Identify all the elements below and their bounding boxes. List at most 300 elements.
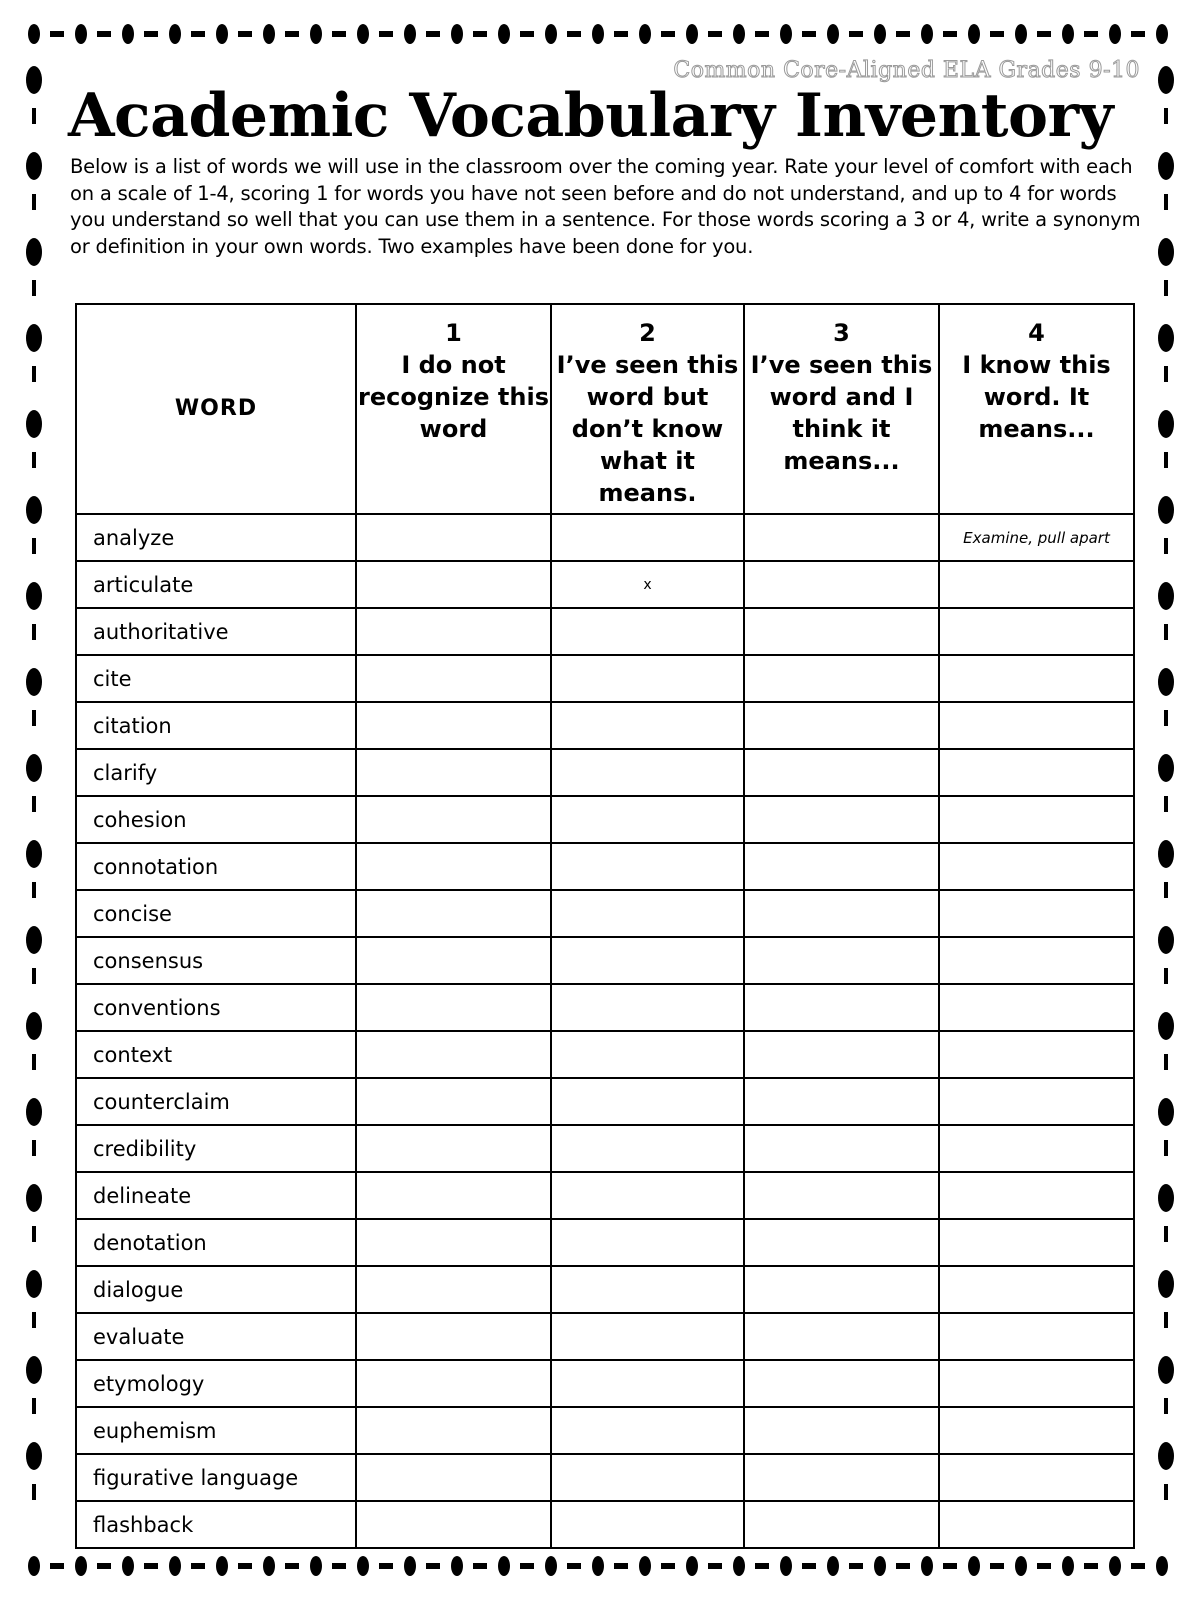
border-dot bbox=[285, 31, 299, 37]
border-dot bbox=[943, 1563, 957, 1569]
rating-1-cell[interactable] bbox=[356, 749, 551, 796]
rating-3-cell[interactable] bbox=[744, 1266, 939, 1313]
rating-3-cell[interactable] bbox=[744, 514, 939, 561]
border-dot bbox=[1015, 1556, 1027, 1576]
border-dot bbox=[26, 668, 42, 696]
border-dot bbox=[285, 1563, 299, 1569]
border-dot bbox=[26, 1098, 42, 1126]
rating-4-cell[interactable] bbox=[939, 1360, 1134, 1407]
rating-2-cell[interactable] bbox=[551, 1407, 744, 1454]
word-cell: cite bbox=[76, 655, 356, 702]
border-dot bbox=[263, 1556, 275, 1576]
rating-1-cell[interactable] bbox=[356, 1313, 551, 1360]
column-header-4 bbox=[939, 304, 1134, 514]
border-dot bbox=[1037, 31, 1051, 37]
border-dot bbox=[32, 452, 36, 468]
border-dot bbox=[1062, 1556, 1074, 1576]
word-cell: connotation bbox=[76, 843, 356, 890]
rating-2-cell[interactable] bbox=[551, 984, 744, 1031]
border-dot bbox=[968, 24, 980, 44]
border-dot bbox=[75, 24, 87, 44]
rating-2-cell[interactable] bbox=[551, 890, 744, 937]
rating-2-cell[interactable] bbox=[551, 1501, 744, 1548]
border-dot bbox=[26, 1270, 42, 1298]
border-dot bbox=[1158, 840, 1174, 868]
rating-2-cell[interactable] bbox=[551, 937, 744, 984]
rating-3-cell[interactable] bbox=[744, 937, 939, 984]
border-dot bbox=[404, 1556, 416, 1576]
border-dot bbox=[473, 1563, 487, 1569]
border-dot bbox=[1156, 24, 1168, 44]
rating-1-cell[interactable] bbox=[356, 984, 551, 1031]
border-dot bbox=[1158, 926, 1174, 954]
column-header-number: 1 bbox=[445, 319, 462, 347]
border-dot bbox=[32, 1226, 36, 1242]
column-header-label: WORD bbox=[174, 396, 258, 421]
border-dot bbox=[26, 410, 42, 438]
border-dot bbox=[661, 31, 675, 37]
border-dot bbox=[1164, 1398, 1168, 1414]
rating-3-cell[interactable] bbox=[744, 1172, 939, 1219]
border-dot bbox=[357, 1556, 369, 1576]
border-dot bbox=[32, 624, 36, 640]
border-dot bbox=[32, 1054, 36, 1070]
rating-4-cell[interactable] bbox=[939, 843, 1134, 890]
table-row bbox=[76, 890, 1134, 937]
border-dot bbox=[943, 31, 957, 37]
word-cell: citation bbox=[76, 702, 356, 749]
border-dot bbox=[26, 152, 42, 180]
border-dot bbox=[216, 1556, 228, 1576]
rating-4-cell[interactable] bbox=[939, 1313, 1134, 1360]
rating-2-cell[interactable] bbox=[551, 1360, 744, 1407]
table-row bbox=[76, 655, 1134, 702]
border-dot bbox=[216, 24, 228, 44]
border-dot bbox=[1164, 1226, 1168, 1242]
rating-3-cell[interactable] bbox=[744, 1219, 939, 1266]
border-dot bbox=[849, 1563, 863, 1569]
border-dot bbox=[1164, 366, 1168, 382]
border-dot bbox=[1164, 1312, 1168, 1328]
border-dot bbox=[32, 1398, 36, 1414]
border-dot bbox=[1084, 31, 1098, 37]
rating-4-cell[interactable] bbox=[939, 1031, 1134, 1078]
rating-3-cell[interactable] bbox=[744, 1501, 939, 1548]
border-dot bbox=[1158, 1356, 1174, 1384]
border-dot bbox=[97, 31, 111, 37]
border-dot bbox=[28, 24, 40, 44]
rating-4-cell[interactable] bbox=[939, 984, 1134, 1031]
rating-2-cell[interactable] bbox=[551, 1172, 744, 1219]
word-cell: euphemism bbox=[76, 1407, 356, 1454]
word-cell: counterclaim bbox=[76, 1078, 356, 1125]
border-dot bbox=[1158, 1442, 1174, 1470]
word-cell: flashback bbox=[76, 1501, 356, 1548]
rating-4-cell[interactable] bbox=[939, 702, 1134, 749]
rating-1-cell[interactable] bbox=[356, 608, 551, 655]
table-row bbox=[76, 984, 1134, 1031]
border-dot bbox=[26, 754, 42, 782]
rating-1-cell[interactable] bbox=[356, 561, 551, 608]
border-dot bbox=[26, 324, 42, 352]
rating-3-cell[interactable] bbox=[744, 608, 939, 655]
rating-3-cell[interactable] bbox=[744, 702, 939, 749]
border-dot bbox=[169, 1556, 181, 1576]
border-dot bbox=[520, 31, 534, 37]
rating-3-cell[interactable] bbox=[744, 749, 939, 796]
rating-2-cell[interactable] bbox=[551, 843, 744, 890]
rating-4-cell[interactable] bbox=[939, 1078, 1134, 1125]
word-cell: articulate bbox=[76, 561, 356, 608]
border-dot bbox=[1158, 496, 1174, 524]
border-dot bbox=[26, 582, 42, 610]
border-dot bbox=[1164, 1140, 1168, 1156]
rating-1-cell[interactable] bbox=[356, 514, 551, 561]
rating-1-cell[interactable] bbox=[356, 702, 551, 749]
border-dot bbox=[451, 1556, 463, 1576]
border-dot bbox=[1131, 31, 1145, 37]
border-dot bbox=[144, 31, 158, 37]
table-row bbox=[76, 1172, 1134, 1219]
border-dot bbox=[451, 24, 463, 44]
rating-2-cell[interactable] bbox=[551, 514, 744, 561]
border-dot bbox=[310, 1556, 322, 1576]
table-row bbox=[76, 514, 1134, 561]
rating-1-cell[interactable] bbox=[356, 1078, 551, 1125]
border-dot bbox=[332, 31, 346, 37]
border-dot bbox=[827, 1556, 839, 1576]
border-dot bbox=[32, 1484, 36, 1500]
rating-3-cell[interactable] bbox=[744, 1078, 939, 1125]
rating-1-cell[interactable] bbox=[356, 1031, 551, 1078]
column-header-2 bbox=[551, 304, 744, 514]
border-dot bbox=[1164, 968, 1168, 984]
table-header-row bbox=[76, 304, 1134, 514]
border-dot bbox=[896, 1563, 910, 1569]
rating-1-cell[interactable] bbox=[356, 1360, 551, 1407]
border-dot bbox=[332, 1563, 346, 1569]
word-cell: conventions bbox=[76, 984, 356, 1031]
border-dot bbox=[1158, 66, 1174, 94]
rating-1-cell[interactable] bbox=[356, 937, 551, 984]
word-cell: authoritative bbox=[76, 608, 356, 655]
border-dot bbox=[874, 24, 886, 44]
rating-3-cell[interactable] bbox=[744, 655, 939, 702]
table-row bbox=[76, 1454, 1134, 1501]
border-dot bbox=[75, 1556, 87, 1576]
border-dot bbox=[1109, 24, 1121, 44]
border-dot bbox=[32, 280, 36, 296]
rating-3-cell[interactable] bbox=[744, 796, 939, 843]
border-dot bbox=[921, 1556, 933, 1576]
word-cell: etymology bbox=[76, 1360, 356, 1407]
column-header-label: I do not recognize this word bbox=[358, 351, 549, 443]
border-dot bbox=[473, 31, 487, 37]
border-dot bbox=[191, 1563, 205, 1569]
word-cell: clarify bbox=[76, 749, 356, 796]
border-dot bbox=[379, 1563, 393, 1569]
rating-1-cell[interactable] bbox=[356, 1407, 551, 1454]
border-dot bbox=[849, 31, 863, 37]
border-dot bbox=[28, 1556, 40, 1576]
border-dot bbox=[50, 31, 64, 37]
rating-3-cell[interactable] bbox=[744, 843, 939, 890]
border-dot bbox=[426, 31, 440, 37]
border-dot bbox=[1158, 1012, 1174, 1040]
border-dot bbox=[310, 24, 322, 44]
rating-1-cell[interactable] bbox=[356, 1454, 551, 1501]
rating-1-cell[interactable] bbox=[356, 890, 551, 937]
border-dot bbox=[498, 24, 510, 44]
column-header-label: I’ve seen this word but don’t know what it means. bbox=[556, 351, 739, 507]
border-dot bbox=[686, 24, 698, 44]
border-dot bbox=[32, 882, 36, 898]
rating-4-cell[interactable] bbox=[939, 1454, 1134, 1501]
page-title: Academic Vocabulary Inventory bbox=[68, 81, 1113, 151]
word-cell: context bbox=[76, 1031, 356, 1078]
rating-4-cell[interactable] bbox=[939, 655, 1134, 702]
rating-2-cell[interactable] bbox=[551, 702, 744, 749]
rating-3-cell[interactable] bbox=[744, 984, 939, 1031]
word-cell: consensus bbox=[76, 937, 356, 984]
border-dot bbox=[1015, 24, 1027, 44]
border-dot bbox=[379, 31, 393, 37]
rating-4-cell[interactable] bbox=[939, 890, 1134, 937]
word-cell: delineate bbox=[76, 1172, 356, 1219]
column-header-label: I know this word. It means... bbox=[962, 351, 1111, 443]
rating-3-cell[interactable] bbox=[744, 1125, 939, 1172]
border-dot bbox=[708, 31, 722, 37]
border-dot bbox=[1158, 582, 1174, 610]
border-dot bbox=[26, 840, 42, 868]
border-dot bbox=[1164, 1484, 1168, 1500]
border-dot bbox=[802, 31, 816, 37]
word-cell: concise bbox=[76, 890, 356, 937]
column-header-word bbox=[76, 304, 356, 514]
border-dot bbox=[1158, 1098, 1174, 1126]
border-dot bbox=[874, 1556, 886, 1576]
border-dot bbox=[1158, 668, 1174, 696]
border-dot bbox=[404, 24, 416, 44]
border-dot bbox=[614, 1563, 628, 1569]
word-cell: dialogue bbox=[76, 1266, 356, 1313]
border-dot bbox=[26, 1442, 42, 1470]
table-row bbox=[76, 561, 1134, 608]
rating-4-cell[interactable]: Examine, pull apart bbox=[939, 514, 1134, 561]
rating-4-cell[interactable] bbox=[939, 796, 1134, 843]
border-dot bbox=[567, 31, 581, 37]
rating-1-cell[interactable] bbox=[356, 655, 551, 702]
rating-1-cell[interactable] bbox=[356, 796, 551, 843]
border-dot bbox=[1164, 194, 1168, 210]
border-dot bbox=[144, 1563, 158, 1569]
border-dot bbox=[1158, 324, 1174, 352]
rating-2-cell[interactable] bbox=[551, 1078, 744, 1125]
border-dot bbox=[733, 1556, 745, 1576]
rating-4-cell[interactable] bbox=[939, 1501, 1134, 1548]
rating-4-cell[interactable] bbox=[939, 1219, 1134, 1266]
border-dot bbox=[733, 24, 745, 44]
column-header-label: I’ve seen this word and I think it means... bbox=[750, 351, 933, 475]
border-dot bbox=[545, 1556, 557, 1576]
rating-2-cell[interactable] bbox=[551, 796, 744, 843]
rating-3-cell[interactable] bbox=[744, 1407, 939, 1454]
border-dot bbox=[26, 1184, 42, 1212]
rating-4-cell[interactable] bbox=[939, 749, 1134, 796]
border-dot bbox=[32, 796, 36, 812]
word-cell: cohesion bbox=[76, 796, 356, 843]
border-dot bbox=[755, 31, 769, 37]
border-dot bbox=[1084, 1563, 1098, 1569]
border-dot bbox=[32, 1140, 36, 1156]
column-header-number: 4 bbox=[1028, 319, 1045, 347]
border-dot bbox=[1062, 24, 1074, 44]
border-dot bbox=[26, 496, 42, 524]
border-dot bbox=[1164, 452, 1168, 468]
table-row bbox=[76, 843, 1134, 890]
rating-1-cell[interactable] bbox=[356, 1125, 551, 1172]
rating-3-cell[interactable] bbox=[744, 890, 939, 937]
border-dot bbox=[1131, 1563, 1145, 1569]
border-dot bbox=[191, 31, 205, 37]
rating-3-cell[interactable] bbox=[744, 1031, 939, 1078]
border-dot bbox=[50, 1563, 64, 1569]
border-dot bbox=[990, 1563, 1004, 1569]
rating-2-cell[interactable] bbox=[551, 1454, 744, 1501]
border-dot bbox=[661, 1563, 675, 1569]
rating-1-cell[interactable] bbox=[356, 1219, 551, 1266]
rating-2-cell[interactable] bbox=[551, 655, 744, 702]
rating-3-cell[interactable] bbox=[744, 1454, 939, 1501]
border-dot bbox=[780, 24, 792, 44]
border-dot bbox=[32, 108, 36, 124]
border-dot bbox=[26, 1012, 42, 1040]
table-row bbox=[76, 608, 1134, 655]
word-cell: analyze bbox=[76, 514, 356, 561]
border-dot bbox=[1158, 238, 1174, 266]
border-dot bbox=[755, 1563, 769, 1569]
border-dot bbox=[32, 710, 36, 726]
border-dot bbox=[169, 24, 181, 44]
border-dot bbox=[1158, 754, 1174, 782]
instructions-paragraph: Below is a list of words we will use in the classroom over the coming year. Rate your level of comfort with each on a scale of 1-4, scoring 1 for words you have not seen before and do not understand, and up to 4 for words you understand so well that you can use them in a sentence. For those words scoring a 3 or 4, write a synonym or definition in your own words. Two examples have been done for you. bbox=[70, 155, 1141, 258]
border-dot bbox=[1164, 710, 1168, 726]
rating-2-cell[interactable]: x bbox=[551, 561, 744, 608]
rating-4-cell[interactable] bbox=[939, 608, 1134, 655]
column-header-number: 3 bbox=[833, 319, 850, 347]
border-dot bbox=[567, 1563, 581, 1569]
word-cell: credibility bbox=[76, 1125, 356, 1172]
border-dot bbox=[357, 24, 369, 44]
border-dot bbox=[780, 1556, 792, 1576]
column-header-3 bbox=[744, 304, 939, 514]
border-dot bbox=[1158, 152, 1174, 180]
rating-3-cell[interactable] bbox=[744, 1313, 939, 1360]
table-row bbox=[76, 796, 1134, 843]
border-dot bbox=[1164, 882, 1168, 898]
rating-4-cell[interactable] bbox=[939, 1172, 1134, 1219]
rating-3-cell[interactable] bbox=[744, 561, 939, 608]
rating-1-cell[interactable] bbox=[356, 1266, 551, 1313]
border-dot bbox=[827, 24, 839, 44]
rating-4-cell[interactable] bbox=[939, 937, 1134, 984]
border-dot bbox=[498, 1556, 510, 1576]
border-dot bbox=[802, 1563, 816, 1569]
rating-4-cell[interactable] bbox=[939, 1125, 1134, 1172]
border-dot bbox=[26, 1356, 42, 1384]
rating-2-cell[interactable] bbox=[551, 1313, 744, 1360]
word-cell: evaluate bbox=[76, 1313, 356, 1360]
border-dot bbox=[545, 24, 557, 44]
rating-1-cell[interactable] bbox=[356, 843, 551, 890]
column-header-number: 2 bbox=[639, 319, 656, 347]
rating-2-cell[interactable] bbox=[551, 608, 744, 655]
border-dot bbox=[238, 1563, 252, 1569]
border-dot bbox=[520, 1563, 534, 1569]
table-row bbox=[76, 1219, 1134, 1266]
rating-2-cell[interactable] bbox=[551, 1266, 744, 1313]
border-dot bbox=[921, 24, 933, 44]
rating-2-cell[interactable] bbox=[551, 749, 744, 796]
border-dot bbox=[1109, 1556, 1121, 1576]
course-subtitle: Common Core-Aligned ELA Grades 9-10 bbox=[673, 58, 1140, 83]
border-dot bbox=[32, 366, 36, 382]
table-row bbox=[76, 1266, 1134, 1313]
border-dot bbox=[26, 66, 42, 94]
rating-1-cell[interactable] bbox=[356, 1172, 551, 1219]
rating-2-cell[interactable] bbox=[551, 1125, 744, 1172]
rating-4-cell[interactable] bbox=[939, 1407, 1134, 1454]
border-dot bbox=[990, 31, 1004, 37]
table-row bbox=[76, 1407, 1134, 1454]
table-row bbox=[76, 1031, 1134, 1078]
border-dot bbox=[1037, 1563, 1051, 1569]
border-dot bbox=[97, 1563, 111, 1569]
border-dot bbox=[1164, 624, 1168, 640]
border-dot bbox=[1158, 1184, 1174, 1212]
border-dot bbox=[592, 24, 604, 44]
border-dot bbox=[32, 968, 36, 984]
word-cell: denotation bbox=[76, 1219, 356, 1266]
rating-4-cell[interactable] bbox=[939, 1266, 1134, 1313]
border-dot bbox=[1164, 108, 1168, 124]
border-dot bbox=[639, 1556, 651, 1576]
border-dot bbox=[32, 194, 36, 210]
vocabulary-table bbox=[75, 303, 1135, 1549]
border-dot bbox=[122, 24, 134, 44]
border-dot bbox=[26, 926, 42, 954]
rating-3-cell[interactable] bbox=[744, 1360, 939, 1407]
rating-2-cell[interactable] bbox=[551, 1219, 744, 1266]
border-dot bbox=[122, 1556, 134, 1576]
table-row bbox=[76, 749, 1134, 796]
table-row bbox=[76, 702, 1134, 749]
border-dot bbox=[639, 24, 651, 44]
border-dot bbox=[1164, 1054, 1168, 1070]
rating-1-cell[interactable] bbox=[356, 1501, 551, 1548]
border-dot bbox=[708, 1563, 722, 1569]
border-dot bbox=[1156, 1556, 1168, 1576]
border-dot bbox=[1164, 796, 1168, 812]
border-dot bbox=[26, 238, 42, 266]
rating-2-cell[interactable] bbox=[551, 1031, 744, 1078]
word-cell: figurative language bbox=[76, 1454, 356, 1501]
rating-4-cell[interactable] bbox=[939, 561, 1134, 608]
border-dot bbox=[686, 1556, 698, 1576]
border-dot bbox=[238, 31, 252, 37]
border-dot bbox=[968, 1556, 980, 1576]
border-dot bbox=[592, 1556, 604, 1576]
